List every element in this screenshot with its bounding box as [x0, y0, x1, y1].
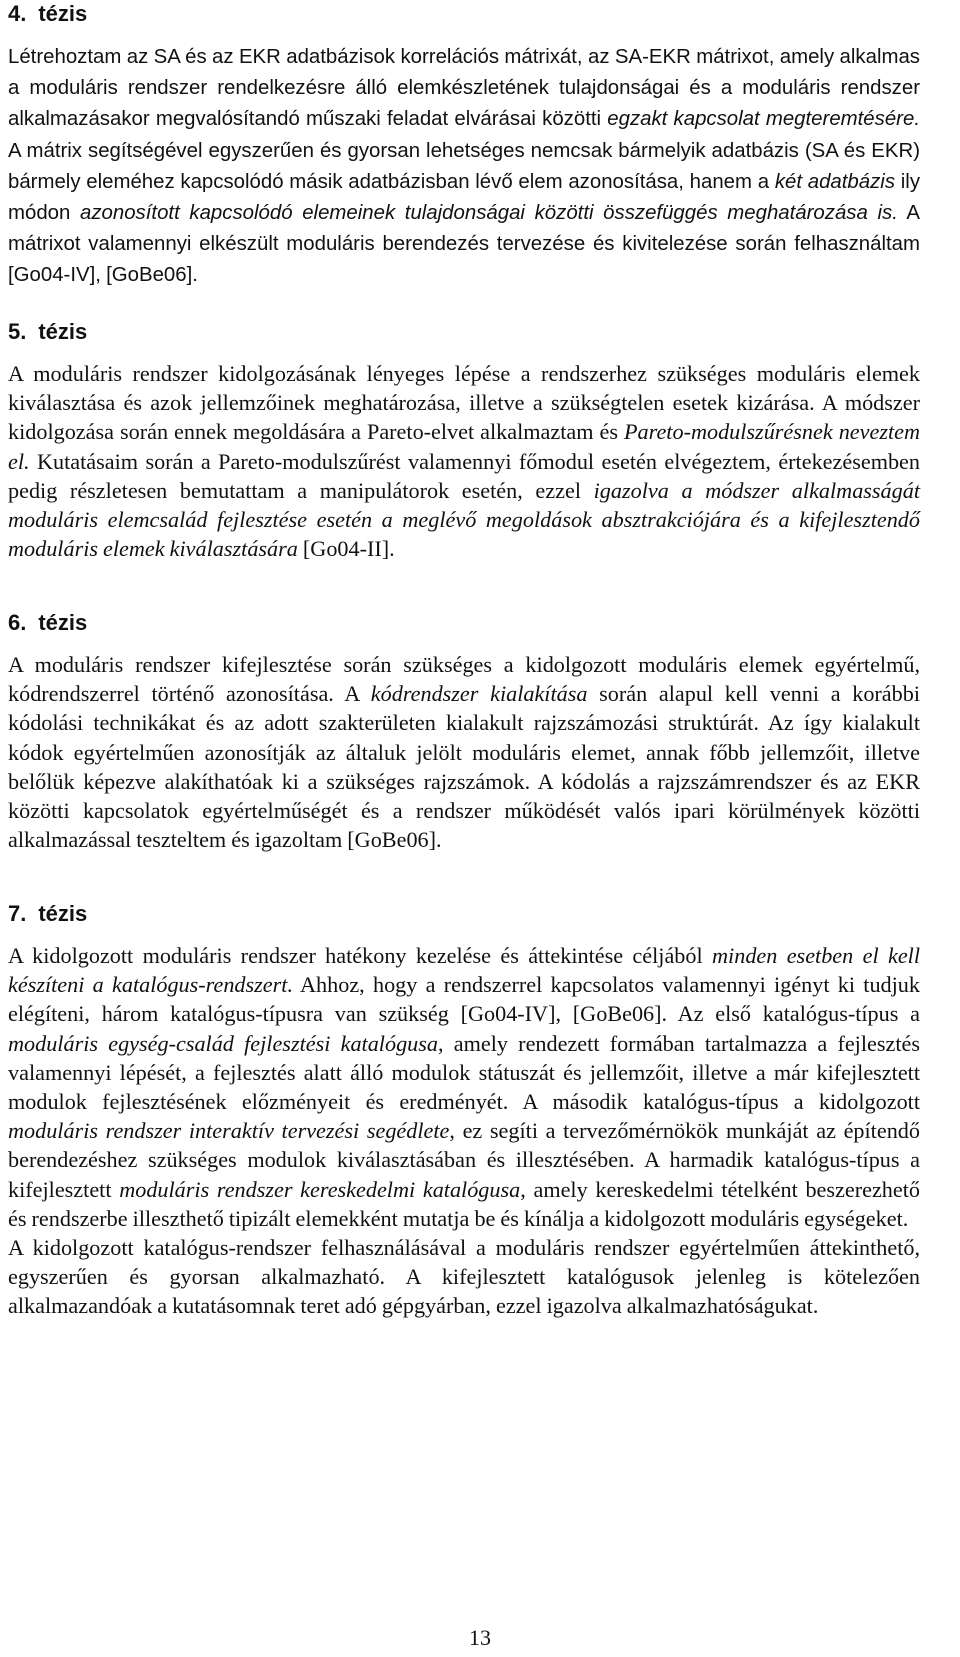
thesis-heading: [8, 900, 920, 928]
thesis-5-section: [8, 318, 920, 563]
body-text: [Go04-II].: [297, 536, 395, 562]
thesis-heading: [8, 0, 920, 28]
thesis-word: tézis: [38, 610, 88, 635]
thesis-paragraph: [8, 941, 920, 1233]
emphasized-text: moduláris rendszer kereskedelmi katalógusa: [119, 1176, 521, 1202]
thesis-paragraph: [8, 650, 920, 854]
body-text: Ahhoz, hogy a rendszerrel kapcsolatos valamennyi igényt ki tudjuk elégíteni, három katalógus-típusra van szükség [Go04-IV], [GoBe06]. Az első katalógus-típus a: [8, 972, 920, 1027]
body-text: Kutatásaim során a Pareto-modulszűrést valamennyi főmodul esetén elvégeztem, értekezésemben pedig részletesen bemutattam a manipulátorok esetén, ezzel: [8, 448, 920, 503]
body-text: , ez segíti a tervezőmérnökök munkáját az építendő berendezéshez szükséges modulok kiválasztásában és illesztésében. A harmadik katalógus-típus a kifejlesztett: [8, 1118, 920, 1202]
body-text: során alapul kell venni a korábbi kódolási technikákat és az adott szakterületen kialakult rajzszámozási struktúrát. Az így kialakult kódok egyértelműen azonosítják az általuk jelölt moduláris elemet, annak főbb jellemzőit, illetve belőlük képezve alakíthatóak ki a szükséges rajzszámok. A kódolás a rajzszámrendszer és az EKR közötti kapcsolatok egyértelműségét és a rendszer működését valós ipari körülmények közötti alkalmazással teszteltem és igazoltam [GoBe06].: [8, 681, 921, 853]
emphasized-text: Pareto-modulszűrésnek neveztem el.: [8, 419, 920, 474]
emphasized-text: igazolva a módszer alkalmasságát moduláris elemcsalád fejlesztése esetén a meglévő megoldások absztrakciójára és a kifejlesztendő moduláris elemek kiválasztására: [8, 477, 921, 562]
thesis-number: 6.: [8, 610, 27, 635]
body-text: ily módon: [8, 170, 921, 225]
thesis-4-section: [8, 0, 920, 291]
thesis-paragraph: [8, 359, 920, 563]
emphasized-text: kódrendszer kialakítása: [370, 681, 588, 707]
emphasized-text: azonosított kapcsolódó elemeinek tulajdonságai közötti összefüggés meghatározása is.: [80, 202, 898, 225]
thesis-heading: [8, 318, 920, 346]
thesis-7-section: [8, 900, 920, 1321]
thesis-paragraph: [8, 1233, 920, 1321]
body-text: A mátrix segítségével egyszerűen és gyorsan lehetséges nemcsak bármelyik adatbázis (SA és EKR) bármely eleméhez kapcsolódó másik adatbázisban lévő elem azonosítása, hanem a: [8, 139, 920, 193]
body-text: A moduláris rendszer kifejlesztése során szükséges a kidolgozott moduláris elemek egyértelmű, kódrendszerrel történő azonosítása. A: [8, 652, 920, 707]
emphasized-text: két adatbázis: [774, 170, 896, 193]
emphasized-text: moduláris rendszer interaktív tervezési segédlete: [8, 1118, 450, 1144]
thesis-6-section: [8, 609, 920, 854]
thesis-word: tézis: [38, 319, 88, 344]
thesis-number: 7.: [8, 901, 27, 926]
body-text: A kidolgozott katalógus-rendszer felhasználásával a moduláris rendszer egyértelműen áttekinthető, egyszerűen és gyorsan alkalmazható. A kifejlesztett katalógusok jelenleg is kötelezően alkalmazandóak a kutatásomnak teret adó gépgyárban, ezzel igazolva alkalmazhatóságukat.: [8, 1235, 920, 1319]
body-text: , amely kereskedelmi tételként beszerezhető és rendszerbe illeszthető tipizált elemekként mutatja be és kínálja a kidolgozott moduláris egységeket.: [8, 1176, 920, 1231]
thesis-word: tézis: [38, 1, 88, 26]
thesis-paragraph: [8, 41, 920, 291]
body-text: , amely rendezett formában tartalmazza a fejlesztés valamennyi lépését, a fejlesztés alatt álló modulok státuszát és jellemzőit, illetve a már kifejlesztett modulok fejlesztésének előzményeit és eredményét. A második katalógus-típus a kidolgozott: [8, 1030, 920, 1115]
emphasized-text: minden esetben el kell készíteni a katalógus-rendszert.: [8, 943, 920, 998]
body-text: A kidolgozott moduláris rendszer hatékony kezelése és áttekintése céljából: [8, 943, 713, 968]
body-text: A mátrixot valamennyi elkészült moduláris berendezés tervezése és kivitelezése során felhasználtam [Go04-IV], [GoBe06].: [8, 202, 921, 287]
page-number: 13: [469, 1625, 491, 1650]
emphasized-text: egzakt kapcsolat megteremtésére.: [607, 108, 920, 131]
emphasized-text: moduláris egység-család fejlesztési katalógusa: [8, 1030, 438, 1056]
thesis-heading: [8, 609, 920, 637]
thesis-number: 4.: [8, 1, 27, 26]
body-text: A moduláris rendszer kidolgozásának lényeges lépése a rendszerhez szükséges moduláris elemek kiválasztása és azok jellemzőinek meghatározása, illetve a szükségtelen esetek kizárása. A módszer kidolgozása során ennek megoldására a Pareto-elvet alkalmaztam és: [8, 361, 920, 445]
thesis-word: tézis: [38, 901, 88, 926]
thesis-number: 5.: [8, 319, 27, 344]
body-text: Létrehoztam az SA és az EKR adatbázisok korrelációs mátrixát, az SA-EKR mátrixot, amely alkalmas a moduláris rendszer rendelkezésre álló elemkészletének tulajdonságai és a moduláris rendszer alkalmazásakor megvalósítandó műszaki feladat elvárásai közötti: [8, 46, 920, 131]
